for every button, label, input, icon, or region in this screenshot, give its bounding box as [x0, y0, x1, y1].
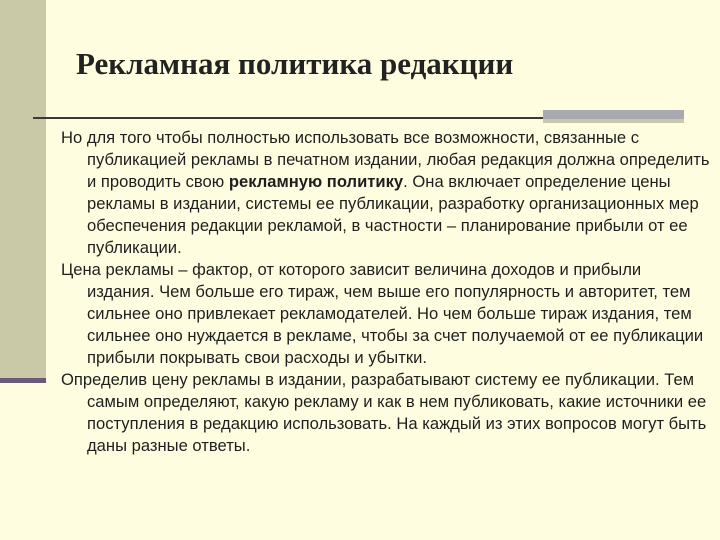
left-decor-bar-lower: [0, 383, 46, 540]
left-decor-bar: [0, 0, 46, 378]
paragraph-ad-price: Цена рекламы – фактор, от которого зависит величина доходов и прибыли издания. Чем больше его тираж, чем выше его популярность и авторитет, тем сильнее оно привлекает рекламодателей. Но чем больше тираж издания, тем сильнее оно нуждается в рекламе, чтобы за счет получаемой от ее публикации прибыли покрывать свои расходы и убытки.: [61, 260, 704, 367]
slide-title: Рекламная политика редакции: [76, 46, 514, 81]
emphasis-term: рекламную политику: [228, 172, 404, 191]
paragraph-publication-system: Определив цену рекламы в издании, разрабатывают систему ее публикации. Тем самым определяют, какую рекламу и как в нем публиковать, какие источники ее поступления в редакцию использовать. На каждый из этих вопросов могут быть даны разные ответы.: [61, 370, 707, 455]
title-underline: [33, 117, 543, 119]
accent-rectangle: [543, 110, 684, 119]
paragraph-text: Но для того чтобы полностью использовать все возможности, связанные с публикацией рекламы в печатном издании, любая редакция должна определить и проводить свою: [61, 128, 710, 191]
paragraph-advertising-policy: [61, 127, 711, 259]
accent-rectangle-shadow: [543, 119, 684, 123]
paragraph-text: . Она включает определение цены рекламы в издании, системы ее публикации, разработку организационных мер обеспечения редакции рекламой, в частности – планирование прибыли от ее публикации.: [87, 172, 699, 257]
slide-body: [61, 127, 711, 457]
